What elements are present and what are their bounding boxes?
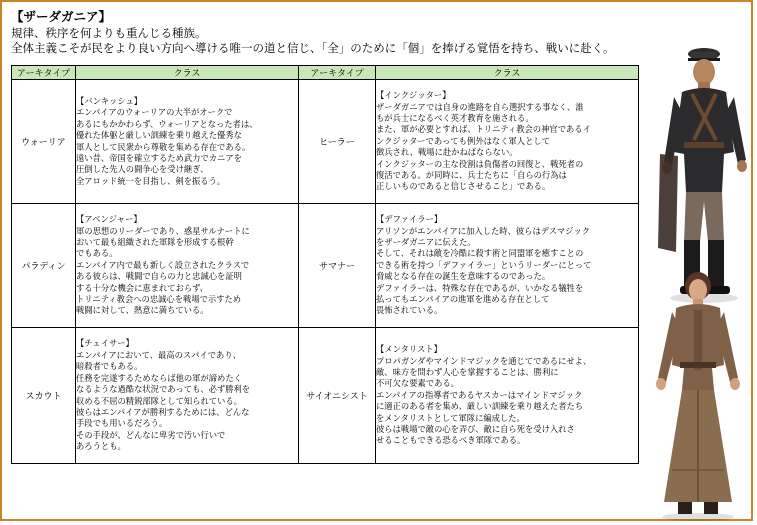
- class-table: [11, 65, 639, 464]
- class-line: デファイラーは、特殊な存在であるが、いかなる犠牲を: [376, 282, 584, 293]
- table-row: [12, 204, 639, 328]
- class-line: 脅威となる存在の誕生を意味するのであった。: [376, 271, 551, 282]
- class-line: その手段が、どんなに卑劣で汚い行いで: [76, 429, 226, 440]
- class-line: 復活である。が同時に、兵士たちに「自らの行為は: [376, 170, 567, 181]
- class-line: インクジッターの主な役割は負傷者の回復と、戦死者の: [376, 158, 584, 169]
- archetype-cell: ヒーラー: [299, 80, 376, 204]
- class-name: 【アベンジャー】: [76, 214, 142, 225]
- class-line: そして、それは敵を冷酷に殺す術と同盟軍を癒すことの: [376, 248, 584, 259]
- class-line: 払ってもエンパイアの進軍を進める存在として: [376, 294, 550, 305]
- class-cell: [376, 204, 639, 328]
- class-line: もが兵士になるべく英才教育を施される。: [376, 112, 534, 123]
- class-line: 暗殺者でもある。: [76, 361, 143, 372]
- male-officer-figure: [654, 42, 754, 307]
- intro-text: [11, 26, 615, 56]
- class-cell: [376, 328, 639, 464]
- class-name: 【デファイラー】: [376, 214, 443, 225]
- class-cell: [76, 80, 299, 204]
- class-cell: [76, 328, 299, 464]
- class-line: トリニティ教会への忠誠心を戦場で示すため: [76, 294, 242, 305]
- class-line: でもある。: [76, 248, 118, 259]
- class-line: おいて最も組織された軍隊を形成する根幹: [76, 236, 234, 247]
- class-name: 【バンキッシュ】: [76, 95, 143, 106]
- class-line: プロパガンダやマインドマジックを通じてであるにせよ、: [376, 355, 592, 366]
- class-line: をザーダガニアに伝えた。: [376, 236, 476, 247]
- intro-line-1: 規律、秩序を何よりも重んじる種族。: [11, 26, 207, 40]
- class-line: 戦闘に対して、熱意に満ちている。: [76, 305, 209, 316]
- class-line: をメンタリストとして軍隊に編成した。: [376, 412, 525, 423]
- class-line: ザーダガニアでは自身の進路を自ら選択する事なく、誰: [376, 101, 584, 112]
- class-line: できる術を持つ「デファイラー」というリーダーにとって: [376, 259, 592, 270]
- archetype-cell: スカウト: [12, 328, 76, 464]
- class-line: 敵、味方を問わず人心を掌握することは、勝利に: [376, 366, 559, 377]
- class-line: に適正のある者を集め、厳しい訓練を乗り越えた者たち: [376, 401, 584, 412]
- class-line: エンパイア内で最も新しく設立されたクラスで: [76, 259, 250, 270]
- archetype-cell: サマナー: [299, 204, 376, 328]
- class-line: 不可欠な要素である。: [376, 378, 459, 389]
- class-line: する十分な機会に恵まれておらず、: [76, 282, 209, 293]
- class-line: 収める不屈の精鋭部隊として知られている。: [76, 395, 242, 406]
- class-line: アリソンがエンパイアに加入した時、彼らはデスマジック: [376, 225, 591, 236]
- class-line: せることもできる恐るべき軍隊である。: [376, 435, 526, 446]
- class-line: 畏怖されている。: [376, 305, 443, 316]
- header-class-left: クラス: [76, 66, 299, 80]
- header-archetype-right: アーキタイプ: [299, 66, 376, 80]
- class-line: 軍の思想のリーダーであり、惑星サルナートに: [76, 225, 250, 236]
- class-line: 遠い昔、帝国を確立するため武力でカニアを: [76, 152, 242, 163]
- class-line: 軍人として民衆から尊敬を集める存在である。: [76, 141, 251, 152]
- class-name: 【チェイサー】: [76, 338, 134, 349]
- class-line: エンパイアのウォーリアの大半がオークで: [76, 107, 233, 118]
- class-name: 【メンタリスト】: [376, 344, 442, 355]
- class-line: あるにもかかわらず、ウォーリアとなった者は、: [76, 118, 258, 129]
- female-officer-figure: [642, 270, 754, 523]
- page-title: 【ザーダガニア】: [11, 9, 112, 24]
- archetype-cell: サイオニシスト: [299, 328, 376, 464]
- table-header-row: [12, 66, 639, 80]
- class-cell: [76, 204, 299, 328]
- table-row: [12, 328, 639, 464]
- class-line: 優れた体躯と厳しい訓練を乗り越えた優秀な: [76, 130, 242, 141]
- table-row: [12, 80, 639, 204]
- class-cell: [376, 80, 639, 204]
- class-line: ンクジッターであっても例外はなく軍人として: [376, 135, 550, 146]
- class-line: エンパイアの指導者であるヤスカーはマインドマジック: [376, 389, 583, 400]
- archetype-cell: パラディン: [12, 204, 76, 328]
- class-line: なるような過酷な状況であっても、必ず勝利を: [76, 384, 251, 395]
- class-line: 圧倒した先人の闘争心を受け継ぎ、: [76, 164, 209, 175]
- class-line: 任務を完遂するためならば他の軍が諦めたく: [76, 372, 242, 383]
- class-name: 【インクジッター】: [376, 90, 451, 101]
- archetype-cell: ウォーリア: [12, 80, 76, 204]
- class-line: 彼らはエンパイアが勝利するためには、どんな: [76, 406, 250, 417]
- class-line: ある彼らは、戦闘で自らの力と忠誠心を証明: [76, 271, 242, 282]
- class-line: 手段でも用いるだろう。: [76, 418, 168, 429]
- class-line: 徴兵され、戦場に赴かねばならない。: [376, 147, 518, 158]
- class-line: また、軍が必要とすれば、トリニティ教会の神官であるイ: [376, 124, 591, 135]
- header-archetype-left: アーキタイプ: [12, 66, 76, 80]
- intro-line-2: 全体主義こそが民をより良い方向へ導ける唯一の道と信じ、「全」のために「個」を捧げる覚悟を持ち、戦いに赴く。: [11, 41, 615, 55]
- class-line: エンパイアにおいて、最高のスパイであり、: [76, 349, 241, 360]
- class-line: あろうとも。: [76, 441, 126, 452]
- class-line: 正しいものであると信じさせること」である。: [376, 181, 551, 192]
- class-line: 全アロッド統一を目指し、剣を振るう。: [76, 175, 226, 186]
- header-class-right: クラス: [376, 66, 639, 80]
- class-line: 彼らは戦場で敵の心を弄び、敵に自ら死を受け入れさ: [376, 424, 575, 435]
